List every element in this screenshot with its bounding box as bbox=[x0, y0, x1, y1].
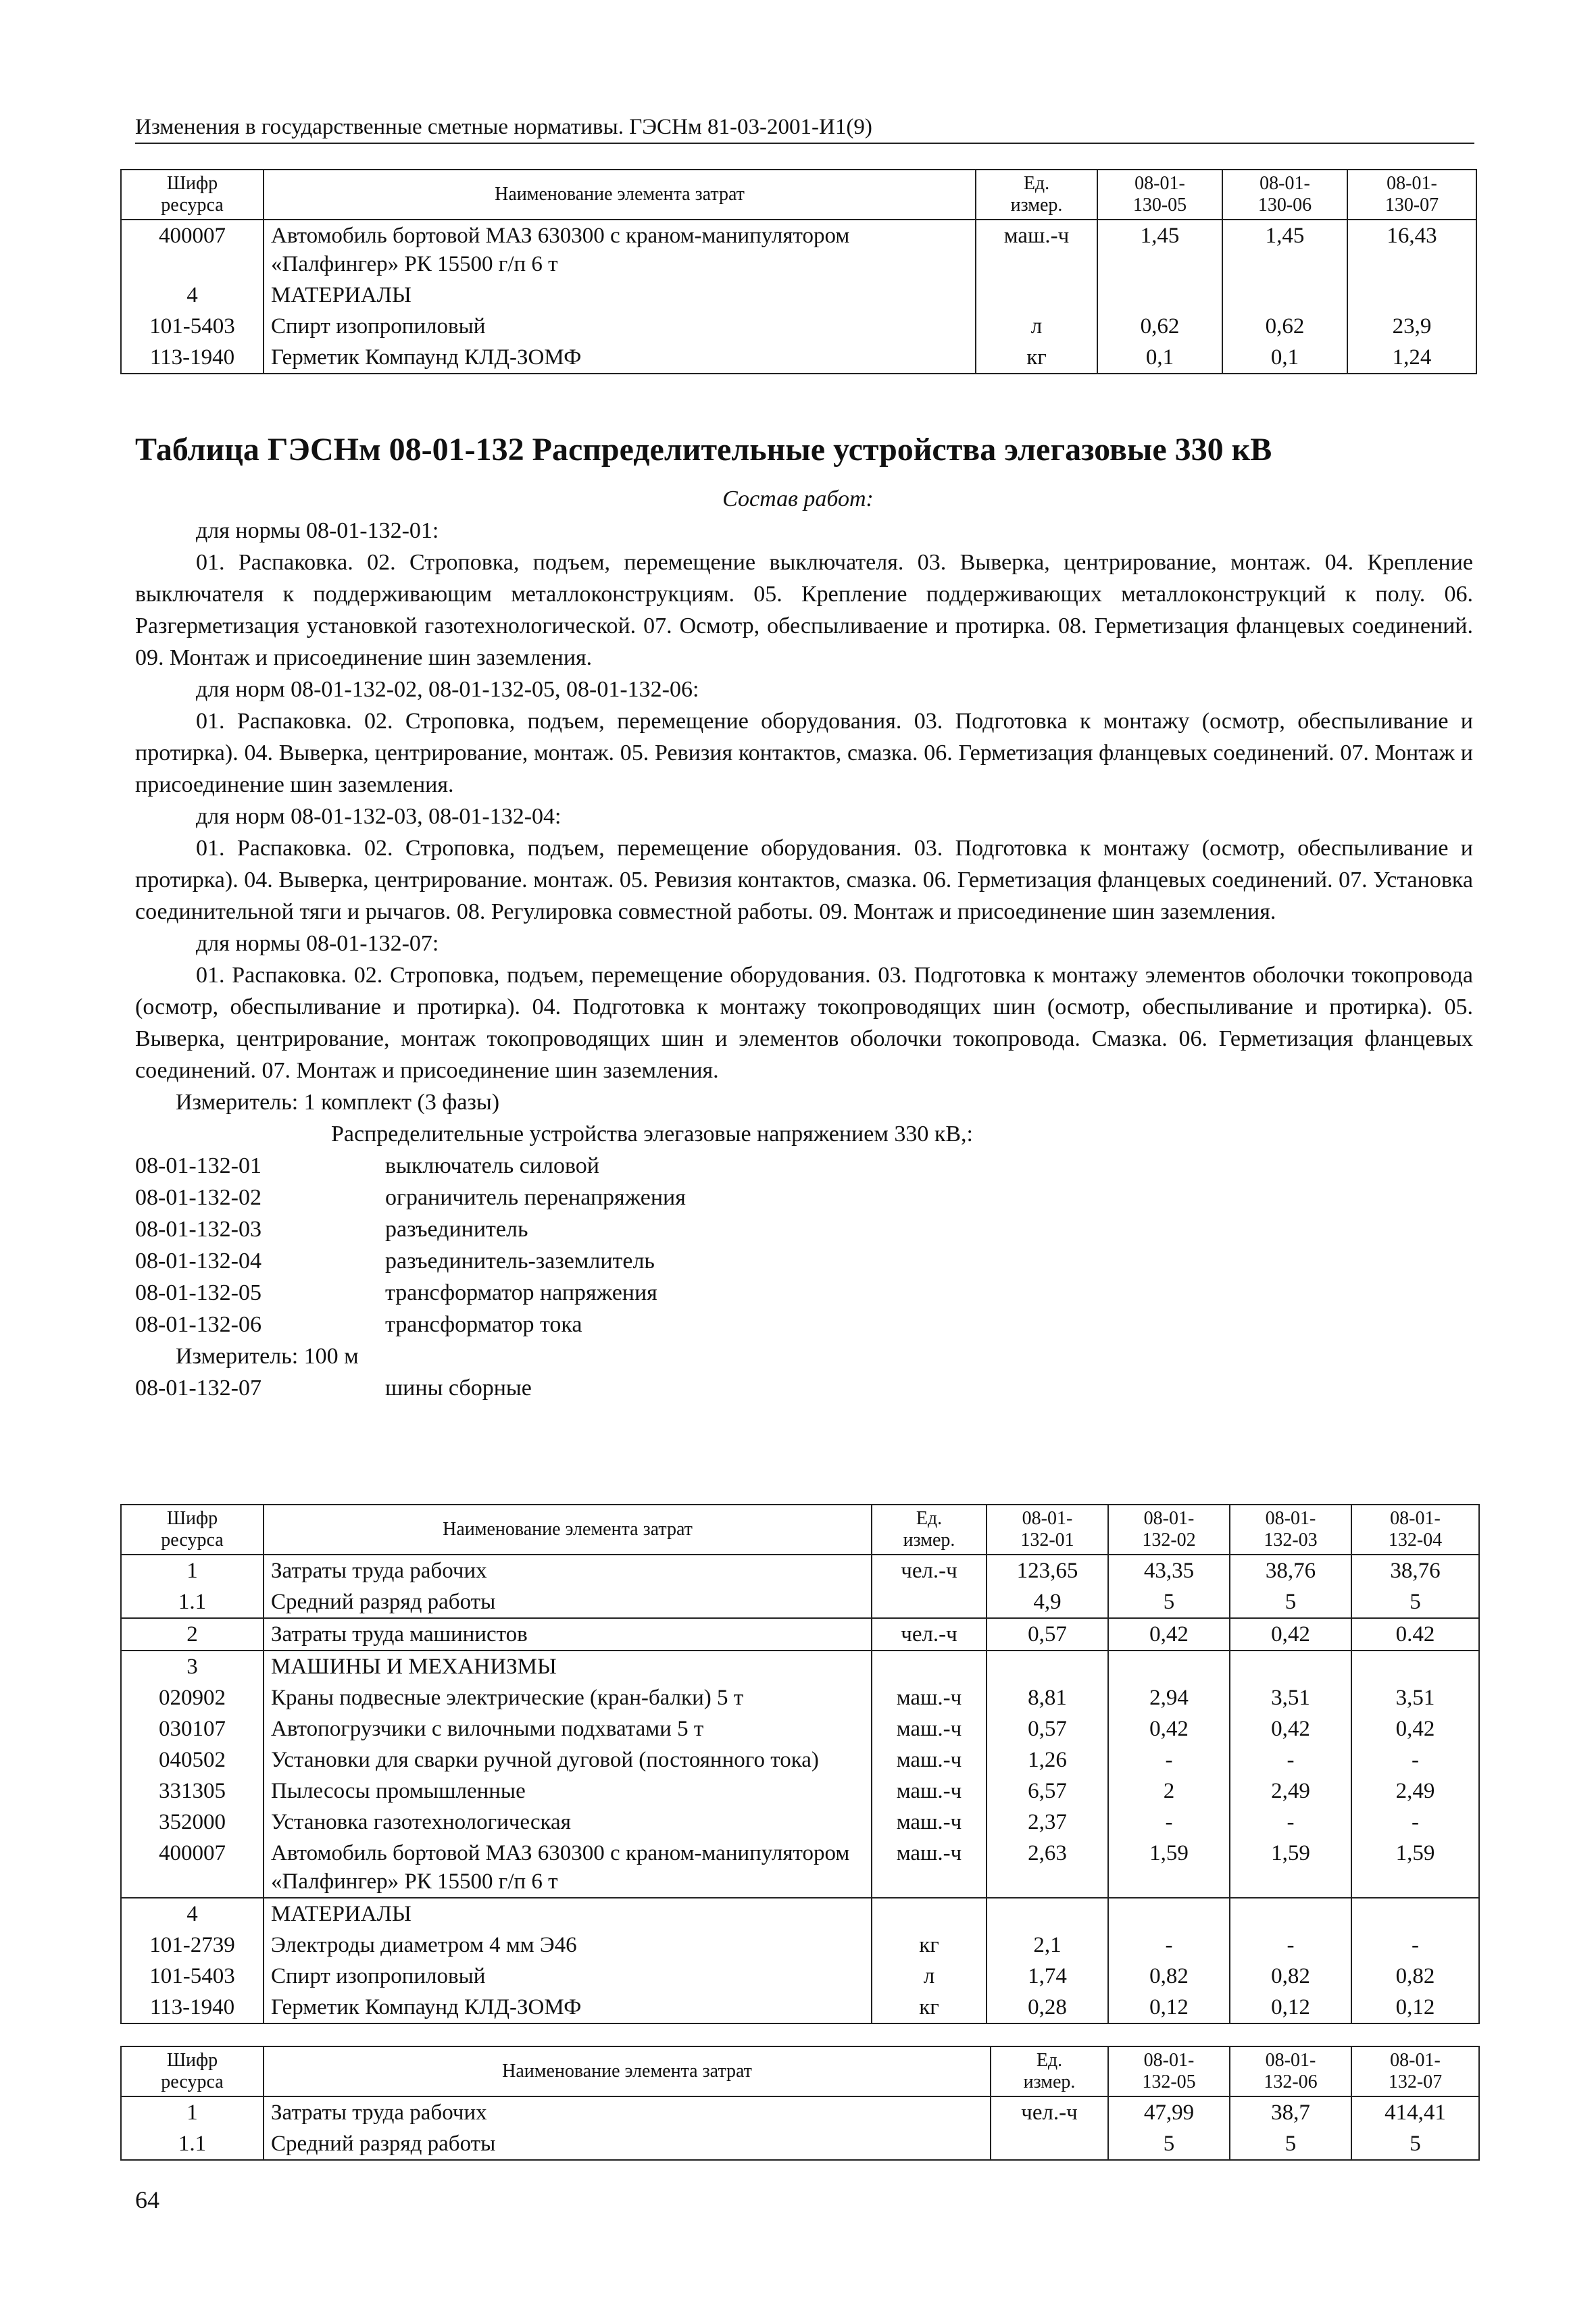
col-header-norm-line1: 08-01- bbox=[1390, 2050, 1441, 2071]
table-top-130 bbox=[120, 169, 1477, 374]
cell-value bbox=[1351, 1651, 1479, 1682]
cell-name: Спирт изопропиловый bbox=[264, 1961, 872, 1992]
cell-value: 2,1 bbox=[987, 1930, 1108, 1961]
norm-name: выключатель силовой bbox=[385, 1153, 599, 1178]
cell-value: 0,12 bbox=[1108, 1992, 1230, 2023]
col-header-norm-line2: 132-03 bbox=[1264, 1530, 1318, 1551]
cell-value: 2,63 bbox=[987, 1838, 1108, 1898]
cell-value: 6,57 bbox=[987, 1776, 1108, 1807]
cell-value: - bbox=[1351, 1807, 1479, 1838]
col-header-norm-line2: 132-05 bbox=[1142, 2071, 1196, 2092]
cell-name: Затраты труда рабочих bbox=[264, 1555, 872, 1586]
norm-list-item bbox=[135, 1182, 1473, 1213]
cell-value bbox=[1222, 280, 1347, 311]
cell-name: Затраты труда рабочих bbox=[264, 2096, 991, 2128]
cell-value: 0,12 bbox=[1230, 1992, 1351, 2023]
cell-code: 4 bbox=[121, 280, 264, 311]
col-header-unit bbox=[872, 1505, 987, 1555]
table-row bbox=[121, 1586, 1479, 1618]
cell-name: Герметик Компаунд КЛД-ЗОМФ bbox=[264, 342, 976, 374]
meter-line: Измеритель: 1 комплект (3 фазы) bbox=[176, 1090, 500, 1115]
cell-value: 0,1 bbox=[1222, 342, 1347, 374]
norm-list-item bbox=[135, 1213, 1473, 1245]
norm-code: 08-01-132-03 bbox=[135, 1217, 261, 1242]
col-header-name: Наименование элемента затрат bbox=[264, 170, 976, 220]
table-row bbox=[121, 1992, 1479, 2023]
cell-code: 113-1940 bbox=[121, 342, 264, 374]
norm-code: 08-01-132-07 bbox=[135, 1376, 261, 1401]
cell-value: 1,24 bbox=[1347, 342, 1476, 374]
col-header-unit-line1: Ед. bbox=[1023, 173, 1050, 194]
cell-unit: маш.-ч bbox=[872, 1838, 987, 1898]
cell-unit bbox=[991, 2128, 1108, 2160]
work-paragraph: 01. Распаковка. 02. Строповка, подъем, перемещение оборудования. 03. Подготовка к монтажу элементов оболочки токопровода (осмотр, обеспыливание и протирка). 04. Подготовка к монтажу токопроводящих шин (осмотр, обеспыливание и протирка). 05. Выверка, центрирование, монтаж токопроводящих шин и элементов оболочки токопровода. Смазка. 06. Герметизация фланцевых соединений. 07. Монтаж и присоединение шин заземления. bbox=[135, 963, 1473, 1083]
work-paragraph: 01. Распаковка. 02. Строповка, подъем, перемещение оборудования. 03. Подготовка к монтажу (осмотр, обеспыливание и протирка). 04. Выверка, центрирование, монтаж. 05. Ревизия контактов, смазка. 06. Герметизация фланцевых соединений. 07. Монтаж и присоединение шин заземления. bbox=[135, 709, 1473, 797]
cell-value: 1,45 bbox=[1222, 220, 1347, 280]
cell-name: Средний разряд работы bbox=[264, 2128, 991, 2160]
cell-unit: маш.-ч bbox=[872, 1807, 987, 1838]
table-row bbox=[121, 2096, 1479, 2128]
cell-value: 5 bbox=[1351, 1586, 1479, 1618]
cell-value: 3,51 bbox=[1230, 1682, 1351, 1713]
col-header-norm-line2: 132-06 bbox=[1264, 2071, 1318, 2092]
col-header-code-line1: Шифр bbox=[166, 1508, 218, 1529]
cell-value: 0.42 bbox=[1351, 1618, 1479, 1651]
cell-value: 2 bbox=[1108, 1776, 1230, 1807]
cell-value: 5 bbox=[1351, 2128, 1479, 2160]
col-header-code-line2: ресурса bbox=[161, 195, 224, 216]
cell-unit bbox=[976, 280, 1097, 311]
cell-unit: чел.-ч bbox=[991, 2096, 1108, 2128]
cell-name: Спирт изопропиловый bbox=[264, 311, 976, 342]
norm-code: 08-01-132-02 bbox=[135, 1185, 261, 1210]
cell-value: 0,82 bbox=[1351, 1961, 1479, 1992]
cell-code: 1 bbox=[121, 2096, 264, 2128]
norm-list-item bbox=[135, 1277, 1473, 1309]
table-row bbox=[121, 1713, 1479, 1744]
cell-name: Пылесосы промышленные bbox=[264, 1776, 872, 1807]
cell-name: Установка газотехнологическая bbox=[264, 1807, 872, 1838]
cell-value: 8,81 bbox=[987, 1682, 1108, 1713]
cell-value: - bbox=[1351, 1744, 1479, 1776]
cell-name: МАТЕРИАЛЫ bbox=[264, 1898, 872, 1930]
cell-value: 414,41 bbox=[1351, 2096, 1479, 2128]
col-header-name: Наименование элемента затрат bbox=[264, 1505, 872, 1555]
cell-value: 4,9 bbox=[987, 1586, 1108, 1618]
cell-name: Затраты труда машинистов bbox=[264, 1618, 872, 1651]
col-header-norm-line1: 08-01- bbox=[1143, 1508, 1195, 1529]
col-header-code bbox=[121, 1505, 264, 1555]
cell-code: 113-1940 bbox=[121, 1992, 264, 2023]
col-header-code-line1: Шифр bbox=[166, 173, 218, 194]
cell-value: 0,28 bbox=[987, 1992, 1108, 2023]
col-header-norm-line2: 130-05 bbox=[1132, 195, 1187, 216]
cell-value: 0,82 bbox=[1108, 1961, 1230, 1992]
cell-value: 38,76 bbox=[1351, 1555, 1479, 1586]
cell-unit: маш.-ч bbox=[872, 1744, 987, 1776]
cell-value: 0,1 bbox=[1097, 342, 1222, 374]
cell-name: Установки для сварки ручной дуговой (постоянного тока) bbox=[264, 1744, 872, 1776]
col-header-unit-line2: измер. bbox=[1010, 195, 1063, 216]
cell-value: 123,65 bbox=[987, 1555, 1108, 1586]
work-composition bbox=[135, 515, 1473, 1404]
col-header-norm bbox=[1347, 170, 1476, 220]
running-header: Изменения в государственные сметные нормативы. ГЭСНм 81-03-2001-И1(9) bbox=[135, 114, 1474, 144]
norm-code: 08-01-132-01 bbox=[135, 1153, 261, 1178]
work-paragraph: 01. Распаковка. 02. Строповка, подъем, перемещение оборудования. 03. Подготовка к монтажу (осмотр, обеспыливание и протирка). 04. Выверка, центрирование. монтаж. 05. Ревизия контактов, смазка. 06. Герметизация фланцевых соединений. 07. Установка соединительной тяги и рычагов. 08. Регулировка совместной работы. 09. Монтаж и присоединение шин заземления. bbox=[135, 836, 1473, 924]
table-row bbox=[121, 1807, 1479, 1838]
table-row bbox=[121, 220, 1476, 280]
cell-value bbox=[1351, 1898, 1479, 1930]
cell-value: 0,42 bbox=[1230, 1713, 1351, 1744]
col-header-norm bbox=[1222, 170, 1347, 220]
cell-value: 1,74 bbox=[987, 1961, 1108, 1992]
cell-code: 1 bbox=[121, 1555, 264, 1586]
cell-value: 1,59 bbox=[1230, 1838, 1351, 1898]
col-header-norm bbox=[1108, 2046, 1230, 2096]
table-row bbox=[121, 2128, 1479, 2160]
cell-code: 020902 bbox=[121, 1682, 264, 1713]
cell-value: - bbox=[1108, 1930, 1230, 1961]
col-header-norm-line1: 08-01- bbox=[1390, 1508, 1441, 1529]
cell-unit: чел.-ч bbox=[872, 1618, 987, 1651]
section-row bbox=[121, 1651, 1479, 1682]
cell-unit: кг bbox=[872, 1930, 987, 1961]
norm-code: 08-01-132-05 bbox=[135, 1280, 261, 1305]
col-header-norm-line1: 08-01- bbox=[1022, 1508, 1073, 1529]
cell-unit: маш.-ч bbox=[872, 1713, 987, 1744]
cell-value: 47,99 bbox=[1108, 2096, 1230, 2128]
col-header-norm bbox=[1351, 2046, 1479, 2096]
cell-value: 5 bbox=[1230, 1586, 1351, 1618]
norm-name: трансформатор тока bbox=[385, 1312, 582, 1337]
cell-value: 0,12 bbox=[1351, 1992, 1479, 2023]
cell-value: 2,94 bbox=[1108, 1682, 1230, 1713]
norm-label: для нормы 08-01-132-01: bbox=[196, 518, 439, 543]
cell-value bbox=[1347, 280, 1476, 311]
cell-value: 5 bbox=[1108, 1586, 1230, 1618]
header-row bbox=[121, 1505, 1479, 1555]
col-header-unit bbox=[976, 170, 1097, 220]
intro-line: Распределительные устройства элегазовые напряжением 330 кВ,: bbox=[331, 1122, 973, 1147]
cell-unit bbox=[872, 1898, 987, 1930]
composition-subtitle: Состав работ: bbox=[722, 486, 874, 511]
cell-value: - bbox=[1108, 1807, 1230, 1838]
norm-list-item bbox=[135, 1372, 1473, 1404]
cell-value bbox=[987, 1651, 1108, 1682]
norm-label: для норм 08-01-132-03, 08-01-132-04: bbox=[196, 804, 562, 829]
cell-code: 2 bbox=[121, 1618, 264, 1651]
cell-value: 0,42 bbox=[1108, 1618, 1230, 1651]
header-row bbox=[121, 170, 1476, 220]
cell-name: Электроды диаметром 4 мм Э46 bbox=[264, 1930, 872, 1961]
cell-value: - bbox=[1108, 1744, 1230, 1776]
cell-code: 101-2739 bbox=[121, 1930, 264, 1961]
cell-name: Герметик Компаунд КЛД-ЗОМФ bbox=[264, 1992, 872, 2023]
table-row bbox=[121, 1961, 1479, 1992]
col-header-norm-line1: 08-01- bbox=[1265, 1508, 1316, 1529]
cell-code: 040502 bbox=[121, 1744, 264, 1776]
table-row bbox=[121, 342, 1476, 374]
cell-value: 2,37 bbox=[987, 1807, 1108, 1838]
col-header-code bbox=[121, 2046, 264, 2096]
cell-value: 0,42 bbox=[1230, 1618, 1351, 1651]
cell-code: 352000 bbox=[121, 1807, 264, 1838]
cell-unit: л bbox=[976, 311, 1097, 342]
cell-unit: маш.-ч bbox=[872, 1682, 987, 1713]
cell-value bbox=[1108, 1651, 1230, 1682]
col-header-norm bbox=[1351, 1505, 1479, 1555]
col-header-norm-line2: 130-06 bbox=[1257, 195, 1312, 216]
cell-value: 0,57 bbox=[987, 1713, 1108, 1744]
page-number: 64 bbox=[135, 2186, 159, 2213]
col-header-unit bbox=[991, 2046, 1108, 2096]
norm-label: для нормы 08-01-132-07: bbox=[196, 931, 439, 956]
cell-value bbox=[1097, 280, 1222, 311]
cell-code: 1.1 bbox=[121, 1586, 264, 1618]
cell-value bbox=[1230, 1898, 1351, 1930]
col-header-norm-line1: 08-01- bbox=[1143, 2050, 1195, 2071]
norm-list-item bbox=[135, 1150, 1473, 1182]
cell-value: - bbox=[1230, 1930, 1351, 1961]
cell-name: МАШИНЫ И МЕХАНИЗМЫ bbox=[264, 1651, 872, 1682]
cell-value: 5 bbox=[1230, 2128, 1351, 2160]
table-row bbox=[121, 311, 1476, 342]
cell-unit: кг bbox=[872, 1992, 987, 2023]
cell-unit: л bbox=[872, 1961, 987, 1992]
cell-value: - bbox=[1230, 1744, 1351, 1776]
cell-value bbox=[1108, 1898, 1230, 1930]
cell-name: МАТЕРИАЛЫ bbox=[264, 280, 976, 311]
norm-name: трансформатор напряжения bbox=[385, 1280, 657, 1305]
cell-code: 400007 bbox=[121, 1838, 264, 1898]
table-row bbox=[121, 1776, 1479, 1807]
col-header-unit-line2: измер. bbox=[1023, 2071, 1076, 2092]
cell-name: Средний разряд работы bbox=[264, 1586, 872, 1618]
cell-value: 0,42 bbox=[1108, 1713, 1230, 1744]
cell-value bbox=[987, 1898, 1108, 1930]
table-row bbox=[121, 1744, 1479, 1776]
cell-unit bbox=[872, 1651, 987, 1682]
col-header-code-line2: ресурса bbox=[161, 1530, 224, 1551]
cell-value: 3,51 bbox=[1351, 1682, 1479, 1713]
cell-name: Краны подвесные электрические (кран-балки) 5 т bbox=[264, 1682, 872, 1713]
cell-code: 400007 bbox=[121, 220, 264, 280]
header-row bbox=[121, 2046, 1479, 2096]
cell-value: 43,35 bbox=[1108, 1555, 1230, 1586]
cell-value: 0,62 bbox=[1097, 311, 1222, 342]
col-header-unit-line1: Ед. bbox=[1036, 2050, 1063, 2071]
cell-name: Автомобиль бортовой МАЗ 630300 с краном-манипулятором «Палфингер» РК 15500 г/п 6 т bbox=[264, 220, 976, 280]
col-header-norm-line2: 132-07 bbox=[1388, 2071, 1443, 2092]
norm-code: 08-01-132-04 bbox=[135, 1249, 261, 1274]
table-row bbox=[121, 1682, 1479, 1713]
col-header-norm-line2: 130-07 bbox=[1385, 195, 1439, 216]
col-header-unit-line1: Ед. bbox=[916, 1508, 943, 1529]
cell-value: 1,59 bbox=[1108, 1838, 1230, 1898]
cell-unit: маш.-ч bbox=[872, 1776, 987, 1807]
col-header-norm-line2: 132-01 bbox=[1020, 1530, 1074, 1551]
cell-value bbox=[1230, 1651, 1351, 1682]
col-header-norm bbox=[1230, 2046, 1351, 2096]
cell-unit bbox=[872, 1586, 987, 1618]
cell-code: 101-5403 bbox=[121, 311, 264, 342]
col-header-code-line1: Шифр bbox=[166, 2050, 218, 2071]
work-paragraph: 01. Распаковка. 02. Строповка, подъем, перемещение выключателя. 03. Выверка, центрирование, монтаж. 04. Крепление выключателя к поддерживающим металлоконструкциям. 05. Крепление поддерживающих металлоконструкций к полу. 06. Разгерметизация установкой газотехнологической. 07. Осмотр, обеспыливаение и протирка. 08. Герметизация фланцевых соединений. 09. Монтаж и присоединение шин заземления. bbox=[135, 550, 1473, 670]
section-row bbox=[121, 280, 1476, 311]
col-header-norm bbox=[1230, 1505, 1351, 1555]
cell-value: 1,26 bbox=[987, 1744, 1108, 1776]
cell-unit: чел.-ч bbox=[872, 1555, 987, 1586]
col-header-norm-line2: 132-02 bbox=[1142, 1530, 1196, 1551]
col-header-norm bbox=[1108, 1505, 1230, 1555]
norm-list-item bbox=[135, 1245, 1473, 1277]
col-header-norm bbox=[1097, 170, 1222, 220]
cell-value: 0,57 bbox=[987, 1618, 1108, 1651]
col-header-norm bbox=[987, 1505, 1108, 1555]
cell-value: 2,49 bbox=[1351, 1776, 1479, 1807]
cell-code: 030107 bbox=[121, 1713, 264, 1744]
cell-value: 38,7 bbox=[1230, 2096, 1351, 2128]
cell-value: 0,82 bbox=[1230, 1961, 1351, 1992]
norm-name: разъединитель bbox=[385, 1217, 528, 1242]
col-header-norm-line1: 08-01- bbox=[1260, 173, 1310, 194]
col-header-norm-line1: 08-01- bbox=[1265, 2050, 1316, 2071]
cell-value: 0,42 bbox=[1351, 1713, 1479, 1744]
col-header-norm-line1: 08-01- bbox=[1387, 173, 1437, 194]
table-row bbox=[121, 1838, 1479, 1898]
table-row bbox=[121, 1555, 1479, 1586]
cell-unit: маш.-ч bbox=[976, 220, 1097, 280]
meter-line: Измеритель: 100 м bbox=[176, 1344, 359, 1369]
cell-value: 1,59 bbox=[1351, 1838, 1479, 1898]
cell-unit: кг bbox=[976, 342, 1097, 374]
cell-code: 331305 bbox=[121, 1776, 264, 1807]
col-header-norm-line1: 08-01- bbox=[1134, 173, 1185, 194]
cell-code: 3 bbox=[121, 1651, 264, 1682]
cell-name: Автопогрузчики с вилочными подхватами 5 т bbox=[264, 1713, 872, 1744]
col-header-norm-line2: 132-04 bbox=[1388, 1530, 1443, 1551]
norm-code: 08-01-132-06 bbox=[135, 1312, 261, 1337]
table-bottom-132 bbox=[120, 2046, 1480, 2161]
cell-value: 16,43 bbox=[1347, 220, 1476, 280]
cell-value: 23,9 bbox=[1347, 311, 1476, 342]
cell-name: Автомобиль бортовой МАЗ 630300 с краном-манипулятором «Палфингер» РК 15500 г/п 6 т bbox=[264, 1838, 872, 1898]
norm-name: ограничитель перенапряжения bbox=[385, 1185, 686, 1210]
table-main-132 bbox=[120, 1504, 1480, 2024]
norm-label: для норм 08-01-132-02, 08-01-132-05, 08-01-132-06: bbox=[196, 677, 699, 702]
cell-value: 2,49 bbox=[1230, 1776, 1351, 1807]
norm-list-item bbox=[135, 1309, 1473, 1340]
table-row bbox=[121, 1618, 1479, 1651]
table-title: Таблица ГЭСНм 08-01-132 Распределительные устройства элегазовые 330 кВ bbox=[135, 432, 1272, 468]
cell-value: - bbox=[1230, 1807, 1351, 1838]
cell-value: - bbox=[1351, 1930, 1479, 1961]
cell-value: 38,76 bbox=[1230, 1555, 1351, 1586]
norm-name: разъединитель-заземлитель bbox=[385, 1249, 655, 1274]
col-header-unit-line2: измер. bbox=[903, 1530, 955, 1551]
section-row bbox=[121, 1898, 1479, 1930]
cell-code: 4 bbox=[121, 1898, 264, 1930]
norm-name: шины сборные bbox=[385, 1376, 532, 1401]
table-row bbox=[121, 1930, 1479, 1961]
cell-value: 5 bbox=[1108, 2128, 1230, 2160]
cell-code: 101-5403 bbox=[121, 1961, 264, 1992]
cell-code: 1.1 bbox=[121, 2128, 264, 2160]
col-header-code bbox=[121, 170, 264, 220]
cell-value: 0,62 bbox=[1222, 311, 1347, 342]
cell-value: 1,45 bbox=[1097, 220, 1222, 280]
col-header-name: Наименование элемента затрат bbox=[264, 2046, 991, 2096]
col-header-code-line2: ресурса bbox=[161, 2071, 224, 2092]
